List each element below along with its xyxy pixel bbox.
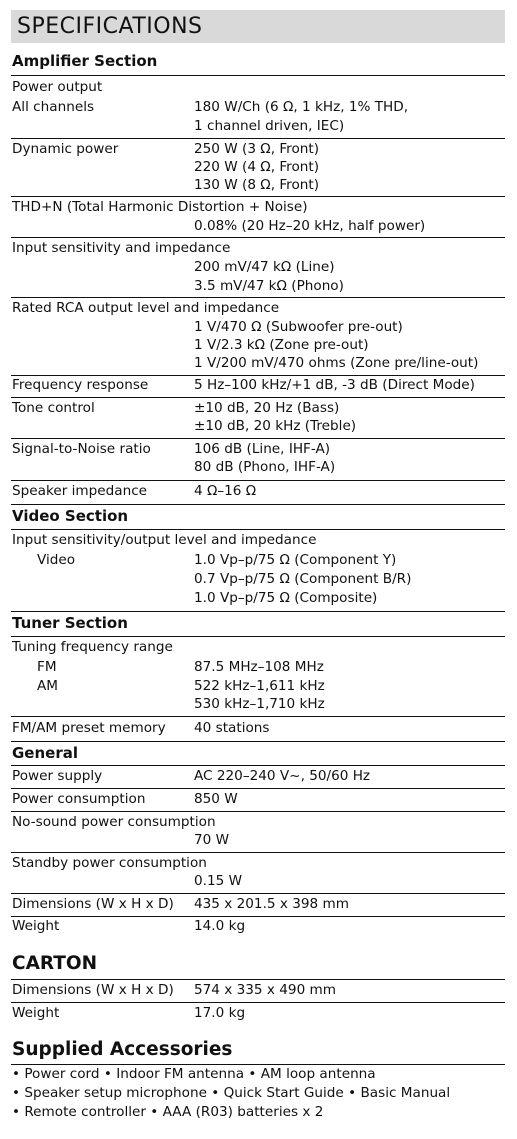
fm-label: FM (37, 659, 57, 675)
speaker-impedance-label: Speaker impedance (12, 483, 148, 499)
am-value-2: 530 kHz–1,710 kHz (194, 696, 325, 712)
power-consumption-value: 850 W (194, 791, 238, 807)
dimensions-label: Dimensions (W x H x D) (12, 896, 174, 912)
video-heading: Video Section (12, 507, 129, 525)
dynamic-power-label: Dynamic power (12, 141, 119, 157)
divider (11, 237, 505, 238)
fm-value: 87.5 MHz–108 MHz (194, 659, 324, 675)
divider (11, 504, 505, 505)
input-sensitivity-value-2: 3.5 mV/47 kΩ (Phono) (194, 278, 344, 294)
carton-weight-label: Weight (12, 1005, 60, 1021)
dynamic-power-value-1: 250 W (3 Ω, Front) (194, 141, 320, 157)
carton-dimensions-label: Dimensions (W x H x D) (12, 982, 174, 998)
rca-output-value-1: 1 V/470 Ω (Subwoofer pre-out) (194, 319, 403, 335)
weight-label: Weight (12, 918, 60, 934)
title-bar (11, 10, 505, 43)
divider (11, 788, 505, 789)
amplifier-heading: Amplifier Section (12, 52, 158, 70)
carton-heading: CARTON (12, 953, 98, 974)
no-sound-consumption-label: No-sound power consumption (12, 814, 216, 830)
divider (11, 1064, 505, 1065)
tuning-range-label: Tuning frequency range (12, 639, 173, 655)
preset-memory-label: FM/AM preset memory (12, 720, 166, 736)
rca-output-label: Rated RCA output level and impedance (12, 300, 280, 316)
dimensions-value: 435 x 201.5 x 398 mm (194, 896, 349, 912)
video-label: Video (37, 552, 76, 568)
dynamic-power-value-3: 130 W (8 Ω, Front) (194, 177, 320, 193)
frequency-response-label: Frequency response (12, 377, 149, 393)
dynamic-power-value-2: 220 W (4 Ω, Front) (194, 159, 320, 175)
accessories-line-2: • Speaker setup microphone • Quick Start Guide • Basic Manual (12, 1085, 451, 1101)
divider (11, 196, 505, 197)
accessories-line-3: • Remote controller • AAA (R03) batteries x 2 (12, 1104, 324, 1120)
video-input-label: Input sensitivity/output level and impedance (12, 532, 317, 548)
divider (11, 916, 505, 917)
thd-label: THD+N (Total Harmonic Distortion + Noise) (12, 199, 308, 215)
divider (11, 138, 505, 139)
divider (11, 480, 505, 481)
divider (11, 765, 505, 766)
tuner-heading: Tuner Section (12, 614, 128, 632)
speaker-impedance-value: 4 Ω–16 Ω (194, 483, 257, 499)
am-value-1: 522 kHz–1,611 kHz (194, 678, 325, 694)
am-label: AM (37, 678, 59, 694)
snr-label: Signal-to-Noise ratio (12, 441, 151, 457)
tone-control-label: Tone control (12, 400, 95, 416)
snr-value-2: 80 dB (Phono, IHF-A) (194, 459, 336, 475)
snr-value-1: 106 dB (Line, IHF-A) (194, 441, 331, 457)
all-channels-value-1: 180 W/Ch (6 Ω, 1 kHz, 1% THD, (194, 99, 409, 115)
all-channels-value-2: 1 channel driven, IEC) (194, 118, 345, 134)
divider (11, 741, 505, 742)
standby-consumption-value: 0.15 W (194, 873, 243, 889)
divider (11, 438, 505, 439)
divider (11, 611, 505, 612)
tone-control-value-2: ±10 dB, 20 kHz (Treble) (194, 418, 357, 434)
thd-value: 0.08% (20 Hz–20 kHz, half power) (194, 218, 426, 234)
weight-value: 14.0 kg (194, 918, 246, 934)
carton-weight-value: 17.0 kg (194, 1005, 246, 1021)
divider (11, 979, 505, 980)
no-sound-consumption-value: 70 W (194, 832, 230, 848)
input-sensitivity-label: Input sensitivity and impedance (12, 240, 231, 256)
power-supply-label: Power supply (12, 768, 103, 784)
accessories-heading: Supplied Accessories (12, 1039, 233, 1060)
video-value-3: 1.0 Vp–p/75 Ω (Composite) (194, 590, 378, 606)
divider (11, 811, 505, 812)
divider (11, 1002, 505, 1003)
divider (11, 852, 505, 853)
divider (11, 297, 505, 298)
divider (11, 893, 505, 894)
accessories-line-1: • Power cord • Indoor FM antenna • AM loop antenna (12, 1066, 376, 1082)
divider (11, 636, 505, 637)
standby-consumption-label: Standby power consumption (12, 855, 207, 871)
tone-control-value-1: ±10 dB, 20 Hz (Bass) (194, 400, 340, 416)
general-heading: General (12, 744, 78, 762)
preset-memory-value: 40 stations (194, 720, 270, 736)
power-supply-value: AC 220–240 V~, 50/60 Hz (194, 768, 371, 784)
power-consumption-label: Power consumption (12, 791, 146, 807)
page-title: SPECIFICATIONS (17, 14, 203, 39)
rca-output-value-2: 1 V/2.3 kΩ (Zone pre-out) (194, 337, 369, 353)
divider (11, 716, 505, 717)
video-value-1: 1.0 Vp–p/75 Ω (Component Y) (194, 552, 397, 568)
input-sensitivity-value-1: 200 mV/47 kΩ (Line) (194, 259, 335, 275)
divider (11, 529, 505, 530)
rca-output-value-3: 1 V/200 mV/470 ohms (Zone pre/line-out) (194, 355, 479, 371)
frequency-response-value: 5 Hz–100 kHz/+1 dB, -3 dB (Direct Mode) (194, 377, 475, 393)
divider (11, 397, 505, 398)
carton-dimensions-value: 574 x 335 x 490 mm (194, 982, 337, 998)
video-value-2: 0.7 Vp–p/75 Ω (Component B/R) (194, 571, 412, 587)
divider (11, 75, 505, 76)
power-output-label: Power output (12, 79, 103, 95)
all-channels-label: All channels (12, 99, 95, 115)
